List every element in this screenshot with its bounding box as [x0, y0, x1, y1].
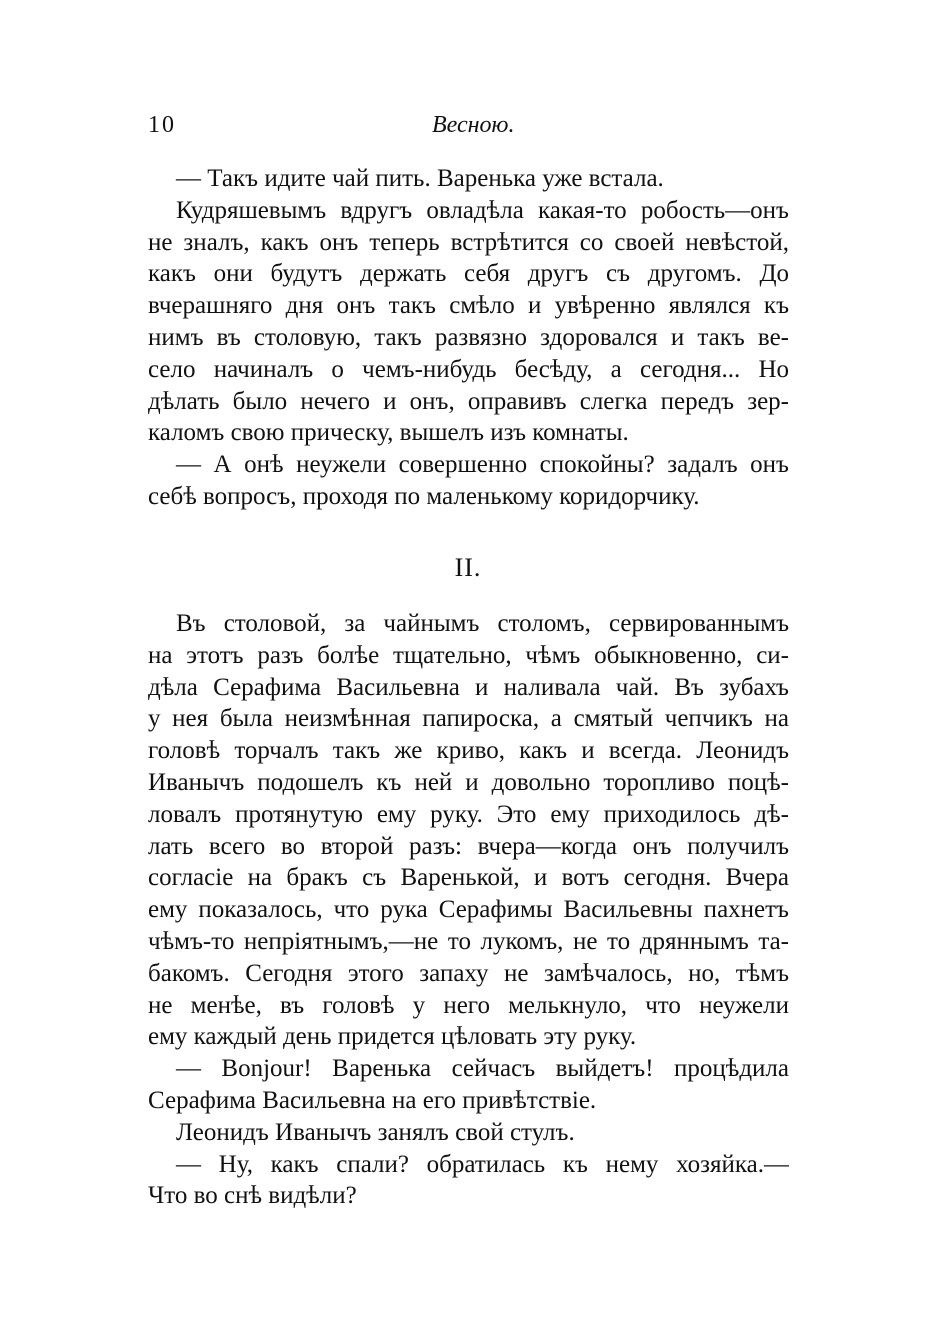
text-line: лать всего во второй разъ: вчера—когда онъ получилъ — [148, 832, 789, 860]
text-line: чѣмъ-то непріятнымъ,—не то лукомъ, не то дряннымъ та- — [148, 927, 789, 955]
text-line: себѣ вопросъ, проходя по маленькому коридорчику. — [148, 482, 700, 510]
text-line: каломъ свою прическу, вышелъ изъ комнаты. — [148, 419, 629, 447]
text-line: Иванычъ подошелъ къ ней и довольно торопливо поцѣ- — [148, 768, 789, 796]
running-title: Весною. — [432, 112, 515, 138]
text-line: Серафима Васильевна на его привѣтствіе. — [148, 1086, 597, 1114]
text-line: у нея была неизмѣнная папироска, а смятый чепчикъ на — [148, 705, 789, 733]
text-line: ловалъ протянутую ему руку. Это ему приходилось дѣ- — [148, 800, 789, 828]
text-line: какъ они будутъ держать себя другъ съ другомъ. До — [148, 260, 789, 288]
page-header — [148, 112, 788, 148]
section-1-text — [148, 163, 789, 513]
text-line: бакомъ. Сегодня этого запаху не замѣчалось, но, тѣмъ — [148, 959, 789, 987]
text-line: село начиналъ о чемъ-нибудь бесѣду, а сегодня... Но — [148, 355, 789, 383]
text-line: не менѣе, въ головѣ у него мелькнуло, что неужели — [148, 991, 789, 1019]
text-line: головѣ торчалъ такъ же криво, какъ и всегда. Леонидъ — [148, 737, 789, 765]
text-line: — Такъ идите чай пить. Варенька уже встала. — [176, 165, 664, 192]
text-line: Въ столовой, за чайнымъ столомъ, сервированнымъ — [176, 610, 789, 637]
text-line: ему показалось, что рука Серафимы Васильевны пахнетъ — [148, 896, 789, 924]
text-line: — Bonjour! Варенька сейчасъ выйдетъ! процѣдила — [176, 1055, 789, 1083]
text-line: Леонидъ Иванычъ занялъ свой стулъ. — [176, 1118, 575, 1146]
text-line: согласіе на бракъ съ Варенькой, и вотъ сегодня. Вчера — [148, 864, 789, 892]
section-2-text — [148, 608, 789, 1212]
text-line: — Ну, какъ спали? обратилась къ нему хозяйка.— — [176, 1150, 789, 1178]
chapter-heading: II. — [454, 553, 482, 582]
text-line: на этотъ разъ болѣе тщательно, чѣмъ обыкновенно, си- — [148, 641, 789, 669]
text-line: вчерашняго дня онъ такъ смѣло и увѣренно являлся къ — [148, 292, 789, 320]
text-line: ему каждый день придется цѣловать эту руку. — [148, 1023, 637, 1051]
text-line: Что во снѣ видѣли? — [148, 1182, 357, 1210]
text-line: дѣла Серафима Васильевна и наливала чай. Въ зубахъ — [148, 673, 789, 701]
text-line: дѣлать было нечего и онъ, оправивъ слегка передъ зер- — [148, 387, 789, 415]
text-line: нимъ въ столовую, такъ развязно здоровался и такъ ве- — [148, 323, 789, 351]
text-line: Кудряшевымъ вдругъ овладѣла какая-то робость—онъ — [176, 196, 789, 224]
text-line: — А онѣ неужели совершенно спокойны? задалъ онъ — [176, 451, 789, 479]
page-number: 10 — [148, 112, 176, 138]
text-line: не зналъ, какъ онъ теперь встрѣтится со своей невѣстой, — [148, 228, 789, 256]
